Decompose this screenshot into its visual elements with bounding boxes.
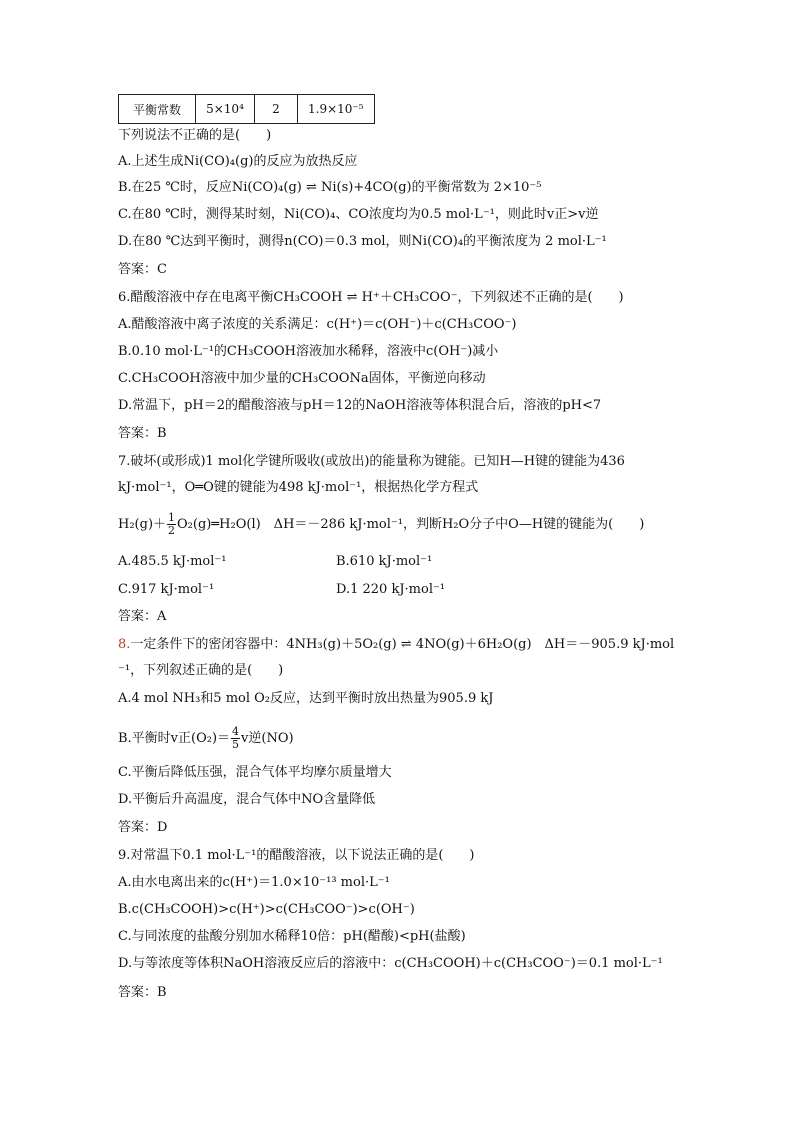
fraction: [167, 512, 176, 537]
q7-eq-right: O₂(g)═H₂O(l) ΔH＝－286 kJ·mol⁻¹，判断H₂O分子中O—H键的键能为( ): [177, 517, 645, 532]
q5-option-c: C.在80 ℃时，测得某时刻，Ni(CO)₄、CO浓度均为0.5 mol·L⁻¹，则此时v正>v逆: [118, 207, 599, 222]
q5-option-b: B.在25 ℃时，反应Ni(CO)₄(g) ⇌ Ni(s)+4CO(g)的平衡常数为 2×10⁻⁵: [118, 180, 542, 195]
q7-option-d: D.1 220 kJ·mol⁻¹: [336, 582, 446, 597]
q8-stem-line1: [118, 636, 674, 654]
q9-stem: 9.对常温下0.1 mol·L⁻¹的醋酸溶液，以下说法正确的是( ): [118, 848, 475, 863]
fraction-numerator: 1: [168, 511, 176, 524]
q5-option-a: A.上述生成Ni(CO)₄(g)的反应为放热反应: [118, 154, 358, 169]
q6-option-d: D.常温下，pH＝2的醋酸溶液与pH＝12的NaOH溶液等体积混合后，溶液的pH<7: [118, 398, 602, 413]
q8-option-a: A.4 mol NH₃和5 mol O₂反应，达到平衡时放出热量为905.9 kJ: [118, 691, 494, 706]
q8-stem-line2: ⁻¹，下列叙述正确的是( ): [118, 663, 284, 678]
table-cell: 平衡常数: [119, 95, 196, 124]
q5-option-d: D.在80 ℃达到平衡时，测得n(CO)＝0.3 mol，则Ni(CO)₄的平衡浓度为 2 mol·L⁻¹: [118, 234, 607, 249]
q5-answer: 答案：C: [118, 262, 167, 277]
q7-option-a: A.485.5 kJ·mol⁻¹: [118, 554, 227, 569]
q6-stem: 6.醋酸溶液中存在电离平衡CH₃COOH ⇌ H⁺＋CH₃COO⁻，下列叙述不正确的是( ): [118, 290, 624, 305]
fraction-denominator: 5: [232, 738, 240, 751]
q6-option-a: A.醋酸溶液中离子浓度的关系满足：c(H⁺)＝c(OH⁻)＋c(CH₃COO⁻): [118, 317, 517, 332]
q8-option-b: [118, 726, 294, 751]
q8-b-left: B.平衡时v正(O₂)＝: [118, 731, 231, 746]
q7-option-c: C.917 kJ·mol⁻¹: [118, 582, 215, 597]
fraction: [231, 726, 240, 751]
table-cell: 5×10⁴: [196, 95, 255, 124]
q9-option-b: B.c(CH₃COOH)>c(H⁺)>c(CH₃COO⁻)>c(OH⁻): [118, 902, 415, 917]
q8-b-right: v逆(NO): [241, 731, 294, 746]
table-row: [119, 95, 375, 124]
q8-stem-text: 一定条件下的密闭容器中：4NH₃(g)＋5O₂(g) ⇌ 4NO(g)＋6H₂O(g) ΔH＝－905.9 kJ·mol: [130, 637, 675, 652]
q9-option-c: C.与同浓度的盐酸分别加水稀释10倍：pH(醋酸)<pH(盐酸): [118, 929, 466, 944]
table-cell: 1.9×10⁻⁵: [298, 95, 375, 124]
q6-option-c: C.CH₃COOH溶液中加少量的CH₃COONa固体，平衡逆向移动: [118, 371, 486, 386]
q9-option-d: D.与等浓度等体积NaOH溶液反应后的溶液中：c(CH₃COOH)＋c(CH₃COO⁻)＝0.1 mol·L⁻¹: [118, 956, 663, 971]
q5-stem: 下列说法不正确的是( ): [118, 128, 272, 143]
q9-answer: 答案：B: [118, 985, 167, 1000]
q7-stem-line1: 7.破坏(或形成)1 mol化学键所吸收(或放出)的能量称为键能。已知H—H键的键能为436: [118, 454, 625, 469]
q7-answer: 答案：A: [118, 609, 167, 624]
q7-equation: [118, 512, 644, 537]
q8-option-d: D.平衡后升高温度，混合气体中NO含量降低: [118, 792, 376, 807]
fraction-numerator: 4: [232, 725, 240, 738]
q7-stem-line2: kJ·mol⁻¹，O═O键的键能为498 kJ·mol⁻¹，根据热化学方程式: [118, 480, 479, 495]
table-cell: 2: [255, 95, 298, 124]
q7-option-b: B.610 kJ·mol⁻¹: [336, 554, 433, 569]
q7-eq-left: H₂(g)＋: [118, 517, 167, 532]
q8-option-c: C.平衡后降低压强，混合气体平均摩尔质量增大: [118, 765, 392, 780]
q6-option-b: B.0.10 mol·L⁻¹的CH₃COOH溶液加水稀释，溶液中c(OH⁻)减小: [118, 344, 499, 359]
equilibrium-constant-table: [118, 94, 375, 124]
q6-answer: 答案：B: [118, 426, 167, 441]
q8-answer: 答案：D: [118, 820, 168, 835]
q8-number: 8.: [118, 637, 131, 652]
fraction-denominator: 2: [168, 524, 176, 537]
q9-option-a: A.由水电离出来的c(H⁺)＝1.0×10⁻¹³ mol·L⁻¹: [118, 875, 390, 890]
